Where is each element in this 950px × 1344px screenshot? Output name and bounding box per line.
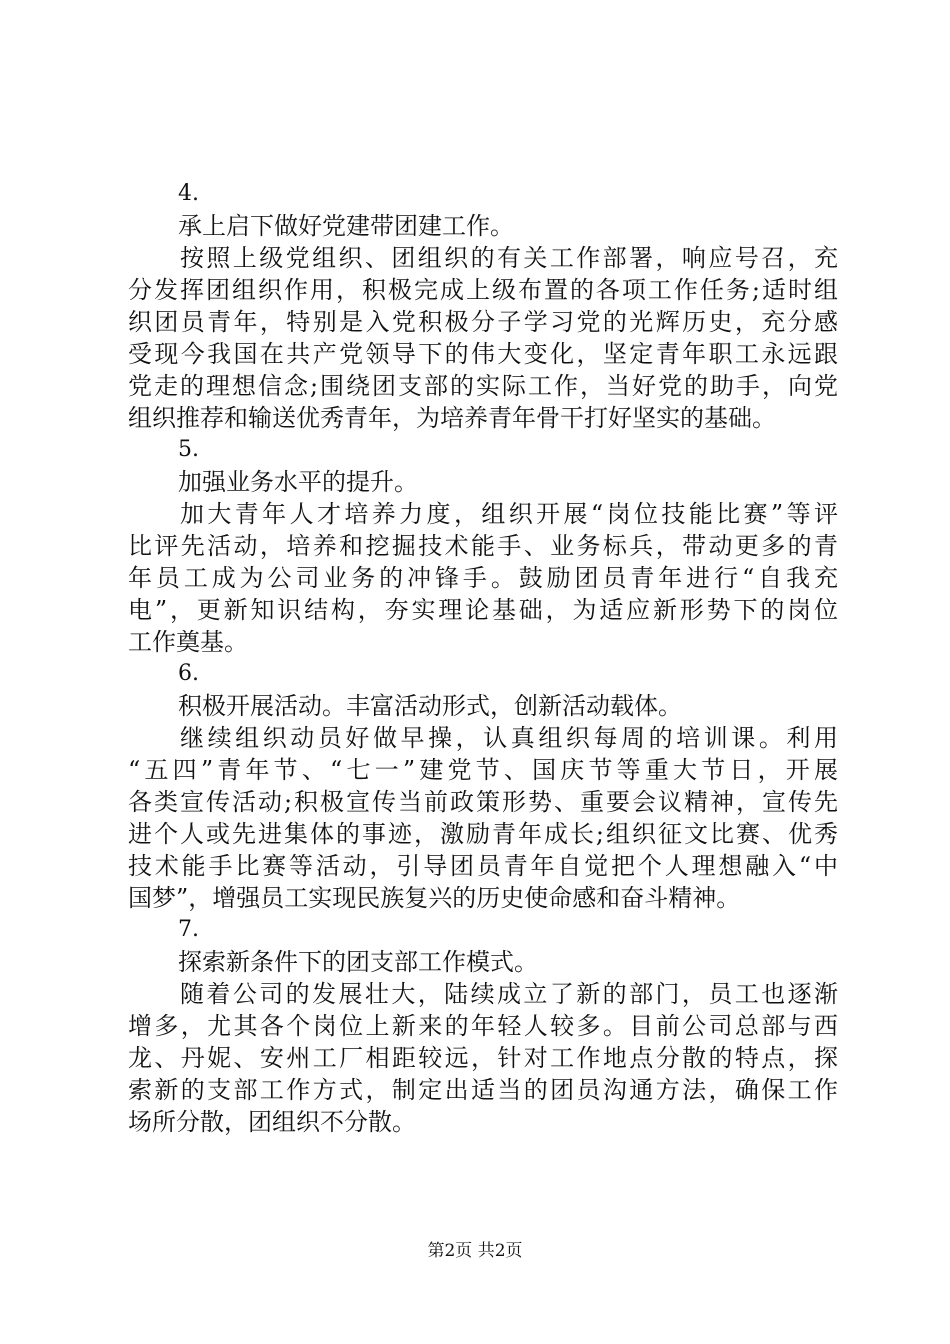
paragraph-line: 电”，更新知识结构，夯实理论基础，为适应新形势下的岗位 bbox=[128, 596, 838, 624]
paragraph-line: 党走的理想信念;围绕团支部的实际工作，当好党的助手，向党 bbox=[128, 372, 838, 400]
paragraph-line: 组织推荐和输送优秀青年，为培养青年骨干打好坚实的基础。 bbox=[128, 404, 776, 432]
document-body bbox=[128, 178, 838, 1138]
page-footer: 第2页 共2页 bbox=[427, 1241, 523, 1261]
paragraph-line: 工作奠基。 bbox=[128, 628, 248, 656]
paragraph-line: 年员工成为公司业务的冲锋手。鼓励团员青年进行“自我充 bbox=[128, 564, 838, 592]
paragraph-line: 分发挥团组织作用，积极完成上级布置的各项工作任务;适时组 bbox=[128, 276, 838, 304]
section-number: 6. bbox=[178, 661, 199, 686]
paragraph-line: 国梦”，增强员工实现民族复兴的历史使命感和奋斗精神。 bbox=[128, 884, 741, 912]
section-number: 4. bbox=[178, 181, 199, 206]
paragraph-line: 场所分散，团组织不分散。 bbox=[128, 1108, 416, 1136]
paragraph-line: 随着公司的发展壮大，陆续成立了新的部门，员工也逐渐 bbox=[180, 980, 838, 1008]
section-heading: 积极开展活动。丰富活动形式，创新活动载体。 bbox=[178, 692, 682, 720]
section-5 bbox=[128, 434, 838, 658]
paragraph-line: 技术能手比赛等活动，引导团员青年自觉把个人理想融入“中 bbox=[128, 852, 838, 880]
paragraph-line: 各类宣传活动;积极宣传当前政策形势、重要会议精神，宣传先 bbox=[128, 788, 838, 816]
paragraph-line: 索新的支部工作方式，制定出适当的团员沟通方法，确保工作 bbox=[128, 1076, 838, 1104]
paragraph-line: 织团员青年，特别是入党积极分子学习党的光辉历史，充分感 bbox=[128, 308, 838, 336]
paragraph-line: 受现今我国在共产党领导下的伟大变化，坚定青年职工永远跟 bbox=[128, 340, 838, 368]
section-7 bbox=[128, 914, 838, 1138]
paragraph-line: 增多，尤其各个岗位上新来的年轻人较多。目前公司总部与西 bbox=[128, 1012, 838, 1040]
section-paragraph bbox=[128, 722, 838, 914]
paragraph-line: 比评先活动，培养和挖掘技术能手、业务标兵，带动更多的青 bbox=[128, 532, 838, 560]
section-paragraph bbox=[128, 242, 838, 434]
paragraph-line: 进个人或先进集体的事迹，激励青年成长;组织征文比赛、优秀 bbox=[128, 820, 838, 848]
section-paragraph bbox=[128, 978, 838, 1138]
paragraph-line: “五四”青年节、“七一”建党节、国庆节等重大节日，开展 bbox=[128, 756, 838, 784]
paragraph-line: 加大青年人才培养力度，组织开展“岗位技能比赛”等评 bbox=[180, 500, 838, 528]
section-heading: 探索新条件下的团支部工作模式。 bbox=[178, 948, 538, 976]
section-6 bbox=[128, 658, 838, 914]
section-paragraph bbox=[128, 498, 838, 658]
paragraph-line: 继续组织动员好做早操，认真组织每周的培训课。利用 bbox=[180, 724, 838, 752]
section-heading: 加强业务水平的提升。 bbox=[178, 468, 418, 496]
section-number: 7. bbox=[178, 917, 199, 942]
paragraph-line: 龙、丹妮、安州工厂相距较远，针对工作地点分散的特点，探 bbox=[128, 1044, 838, 1072]
section-number: 5. bbox=[178, 437, 199, 462]
section-heading: 承上启下做好党建带团建工作。 bbox=[178, 212, 514, 240]
section-4 bbox=[128, 178, 838, 434]
paragraph-line: 按照上级党组织、团组织的有关工作部署，响应号召，充 bbox=[180, 244, 838, 272]
